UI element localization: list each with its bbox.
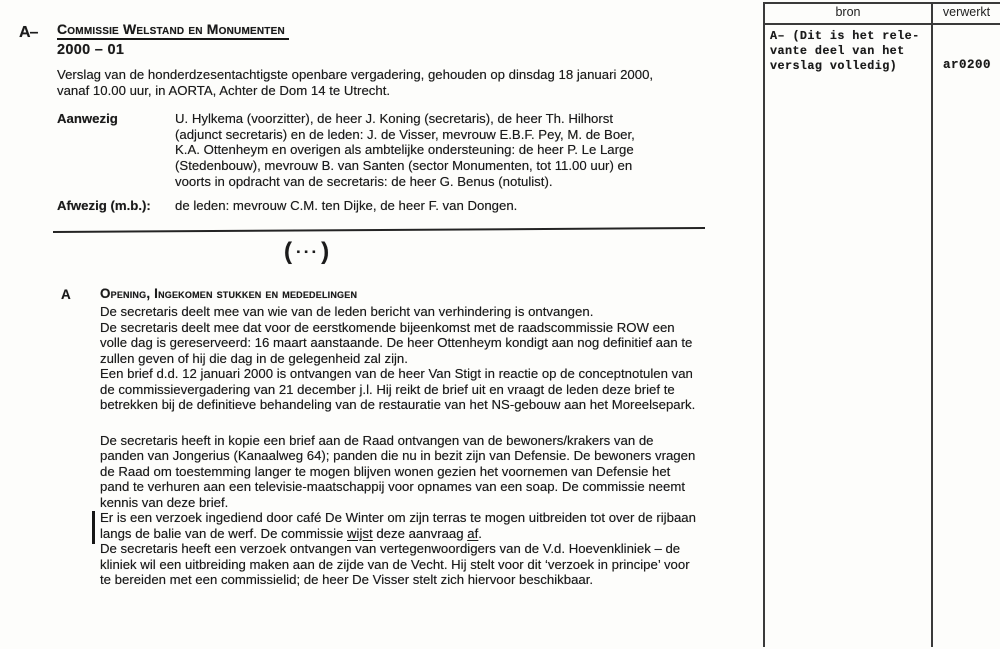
present-line: (adjunct secretaris) en de leden: J. de Visser, mevrouw E.B.F. Pey, M. de Boer, (175, 126, 635, 142)
body-line: de commissievergadering van 21 december j.l. Hij reikt de brief uit en vraagt de leden deze brief te (100, 381, 675, 397)
body-line: De secretaris deelt mee van wie van de leden bericht van verhindering is ontvangen. (100, 304, 594, 319)
omission-dots: ... (296, 238, 320, 257)
present-line: (Stedenbouw), mevrouw B. van Santen (sector Monumenten, tot 11.00 uur) en (175, 158, 633, 174)
omission-close-paren: ) (321, 238, 330, 265)
underlined-word-af: af (467, 525, 479, 541)
registry-table-left-border (763, 2, 765, 647)
intro-line: vanaf 10.00 uur, in AORTA, Achter de Dom 14 te Utrecht. (57, 83, 391, 98)
note-line: vante deel van het (770, 44, 905, 58)
section-a-heading: Opening, Ingekomen stukken en mededelingen (100, 286, 358, 301)
registry-table-header-border (763, 23, 1000, 25)
registry-table-top-border (763, 2, 1000, 4)
present-line: U. Hylkema (voorzitter), de heer J. Koning (secretaris), de heer Th. Hilhorst (175, 111, 614, 126)
body-line: Een brief d.d. 12 januari 2000 is ontvangen van de heer Van Stigt in reactie op de conceptnotulen van (100, 366, 693, 381)
meeting-intro (57, 67, 717, 99)
body-line: te bereiden met een commissielid; de heer De Visser stelt zich hiervoor beschikbaar. (100, 572, 594, 587)
verwerkt-code: ar0200 (943, 58, 992, 72)
decision-line-post: . (478, 525, 482, 541)
omission-open-paren: ( (284, 238, 292, 265)
body-line: panden van Jongerius (Kanaalweg 64); panden die nu in bezit zijn van Defensie. De bewoners vragen (100, 448, 696, 463)
body-line: zullen geven of hij die dag in de gelegenheid zal zijn. (100, 350, 408, 366)
underlined-word-wijst: wijst (347, 525, 373, 541)
omission-mark (284, 238, 329, 266)
section-a-body (100, 286, 740, 588)
body-line: kliniek wil een uitbreiding maken aan de zijde van de Vecht. Hij stelt voor dit ‘verzoek in principe’ voor (100, 556, 690, 572)
section-letter: A (61, 287, 71, 302)
column-header-bron: bron (835, 5, 861, 19)
body-line: De secretaris deelt mee dat voor de eerstkomende bijeenkomst met de raadscommissie ROW een (100, 319, 675, 335)
note-line: verslag volledig) (770, 59, 898, 73)
present-line: voorts in opdracht van de secretaris: de heer G. Benus (notulist). (175, 173, 553, 189)
absent-label: Afwezig (m.b.): (57, 198, 151, 213)
decision-line-mid: deze aanvraag (372, 525, 468, 541)
body-line: volle dag is gereserveerd: 16 maart aanstaande. De heer Ottenheym kondigt aan nog definitief aan te (100, 335, 693, 350)
decision-line (100, 526, 740, 542)
present-value (175, 111, 695, 190)
body-line: Er is een verzoek ingediend door café De Winter om zijn terras te mogen uitbreiden tot over de rijbaan (100, 510, 696, 525)
margin-marker-a: A– (19, 24, 38, 41)
section-a-paragraph-3 (100, 541, 740, 588)
commission-title: Commissie Welstand en Monumenten (57, 21, 289, 40)
section-divider-line (53, 227, 705, 233)
section-a-paragraph-1 (100, 304, 740, 413)
absent-value: de leden: mevrouw C.M. ten Dijke, de heer F. van Dongen. (175, 198, 518, 213)
registry-table-column-border (931, 2, 933, 647)
margin-change-bar (92, 511, 95, 544)
document-number: 2000 – 01 (57, 42, 125, 58)
section-a-paragraph-2 (100, 433, 740, 526)
body-line: pand te verhuren aan een televisie-maatschappij voor opnames van een soap. De commissie neemt (100, 479, 685, 494)
note-line: A– (Dit is het rele- (770, 29, 920, 43)
present-line: K.A. Ottenheym en overigen als ambtelijke ondersteuning: de heer P. Le Large (175, 142, 634, 158)
intro-line: Verslag van de honderdzesentachtigste openbare vergadering, gehouden op dinsdag 18 januari 2000, (57, 67, 654, 82)
column-header-verwerkt: verwerkt (942, 5, 991, 19)
document-header (57, 21, 289, 58)
bron-typewriter-note (770, 29, 930, 74)
body-line: betrekken bij de definitieve behandeling van de restauratie van het NS-gebouw aan het Moreelsepark. (100, 397, 696, 412)
decision-line-pre: langs de balie van de werf. De commissie (100, 525, 348, 541)
body-line: de Raad om toestemming langer te mogen blijven wonen gezien het voornemen van Defensie het (100, 463, 671, 479)
body-line: kennis van deze brief. (100, 494, 229, 510)
present-label: Aanwezig (57, 111, 118, 126)
body-line: De secretaris heeft een verzoek ontvangen van vertegenwoordigers van de V.d. Hoevenkliniek – de (100, 541, 681, 556)
body-line: De secretaris heeft in kopie een brief aan de Raad ontvangen van de bewoners/krakers van de (100, 432, 654, 448)
